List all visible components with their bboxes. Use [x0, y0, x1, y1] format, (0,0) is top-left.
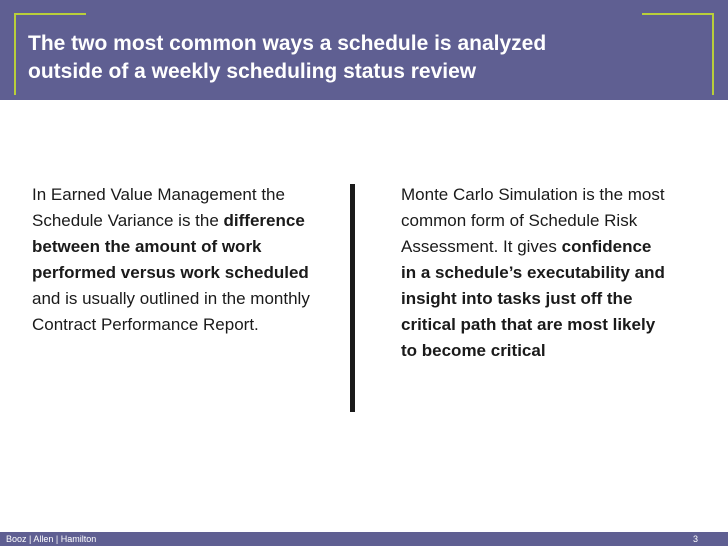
right-text-bold: confidence in a schedule’s executability and insight into tasks just off the critical path that are most likely to become critical [401, 237, 665, 360]
slide-title [28, 30, 688, 86]
left-text-bold: difference between the amount of work performed versus work scheduled [32, 211, 309, 282]
footer-bar [0, 532, 728, 546]
right-text-intro: Monte Carlo Simulation is the most common form of Schedule Risk Assessment. It gives [401, 185, 665, 256]
column-divider [350, 184, 355, 412]
left-column-text [32, 182, 332, 338]
title-line-1: The two most common ways a schedule is analyzed [28, 32, 547, 55]
title-line-2: outside of a weekly scheduling status review [28, 60, 477, 83]
left-text-intro: In Earned Value Management the Schedule Variance is the [32, 185, 285, 230]
right-column-text [401, 182, 671, 364]
left-text-end: and is usually outlined in the monthly Contract Performance Report. [32, 289, 310, 334]
title-bar [0, 0, 728, 100]
page-number: 3 [692, 534, 698, 544]
company-logo: Booz | Allen | Hamilton [6, 534, 97, 544]
